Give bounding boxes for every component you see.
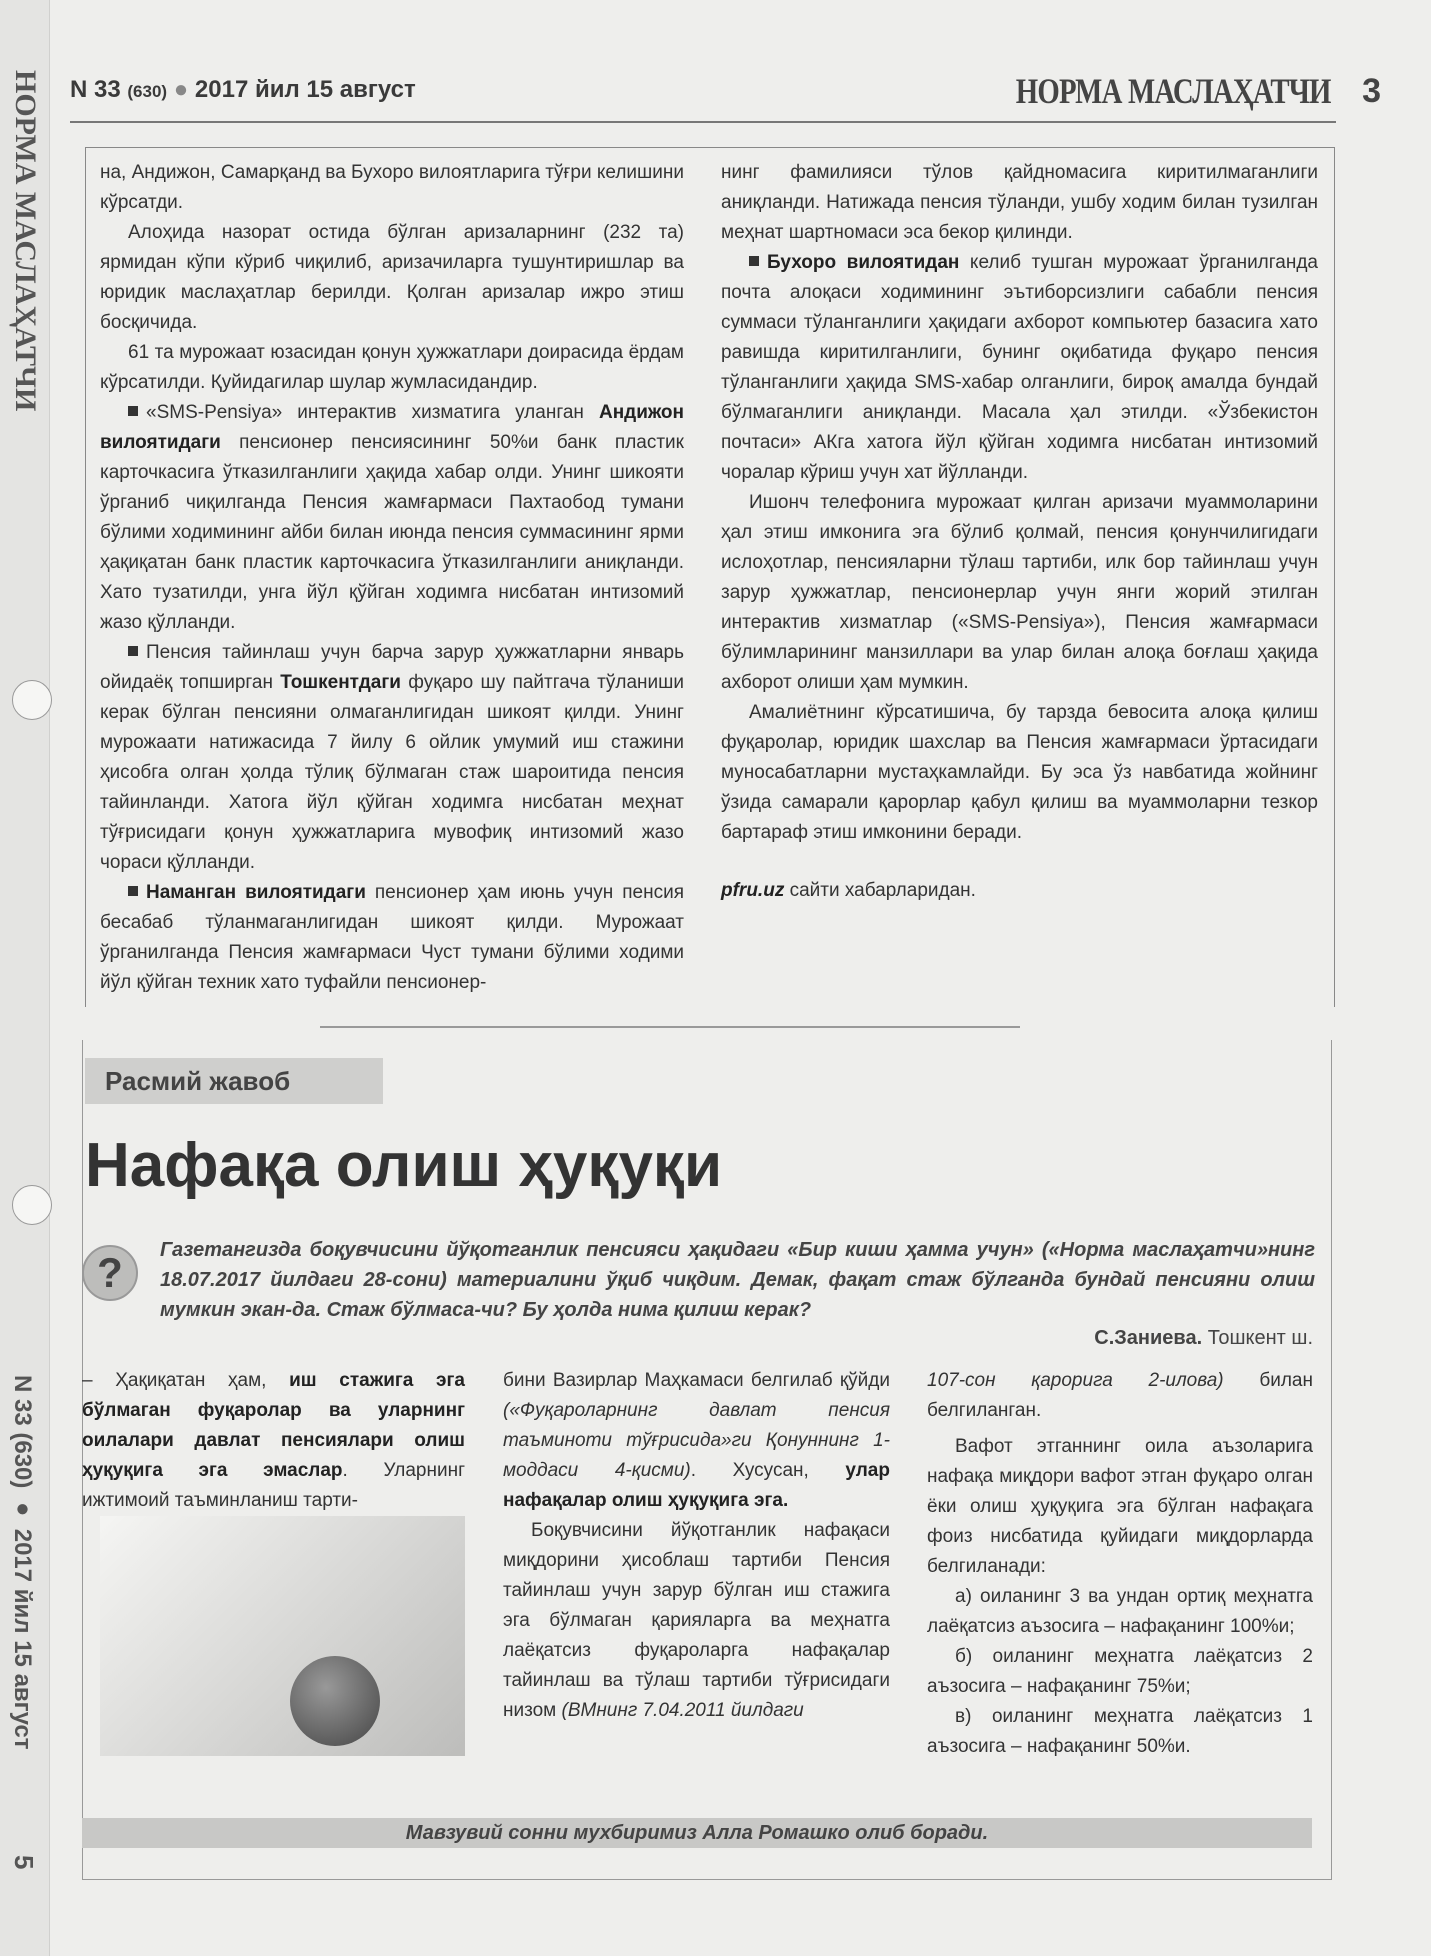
text: – Ҳақиқатан ҳам, <box>82 1370 290 1391</box>
page-number: 3 <box>1362 72 1381 110</box>
paragraph <box>503 1516 890 1726</box>
section-divider <box>320 1026 1020 1028</box>
footer-banner: Мавзувий сонни мухбиримиз Алла Ромашко олиб боради. <box>82 1818 1312 1848</box>
region-name: Бухоро вилоятидан <box>767 252 960 273</box>
text: . Уларнинг ижтимоий таъминланиш тарти- <box>82 1460 466 1511</box>
text: Боқувчисини йўқотганлик нафақаси миқдорини ҳисоблаш тартиби Пенсия тайинлаш учун зарур бўлган иш стажига эга бўлмаган қарияларга ва меҳнатга лаёқатсиз фуқароларга нафақалар тайинлаш ва тўлаш тартиби тўғрисидаги низом <box>503 1520 890 1721</box>
text: келиб тушган мурожаат ўрганилганда почта алоқаси ходимининг эътиборсизлиги сабабли пенсия суммаси тўланганлиги ҳақидаги ахборот компьютер базасига хато равишда киритилганлиги, бунинг оқибатида фуқаро пенсия тўланганлиги ҳақида SMS-хабар олганлиги, бироқ амалда бундай бўлмаганлиги аниқланди. Масала ҳал этилди. «Ўзбекистон почтаси» АКга хатога йўл қўйган ходимга нисбатан интизомий чоралар кўриш учун хат йўлланди. <box>721 252 1318 483</box>
source-site: pfru.uz <box>721 880 785 901</box>
side-issue: N 33 (630) ● 2017 йил 15 август <box>9 1375 36 1750</box>
answer-column-2 <box>503 1366 890 1726</box>
paragraph <box>82 1366 465 1516</box>
paragraph <box>503 1366 890 1516</box>
text: Пенсия тайинлаш учун барча зарур ҳужжатларни январь ойидаёқ топширган <box>100 642 684 693</box>
text-bold: улар нафақалар олиш ҳуқуқига эга. <box>503 1460 890 1511</box>
bullet-icon <box>128 406 138 416</box>
list-item: а) оиланинг 3 ва ундан ортиқ меҳнатга лаёқатсиз аъзосига – нафақанинг 100%и; <box>927 1586 1313 1637</box>
text: бини Вазирлар Маҳкамаси белгилаб қўйди <box>503 1370 890 1391</box>
text: фуқаро шу пайтгача тўланиши керак бўлган пенсияни олмаганлигидан шикоят қилди. Унинг мурожаати натижасида 7 йилу 6 ойлик умумий иш стажини ҳисобга олган ҳолда тўлиқ бўлмаган стаж шароитида пенсия тайинланди. Хатога йўл қўйган ходимга нисбатан меҳнат тўғрисидаги қонун ҳужжатларига мувофиқ интизомий жазо чораси қўлланди. <box>100 672 684 873</box>
issue-date: 2017 йил 15 август <box>194 76 416 103</box>
answer-column-1 <box>82 1366 465 1516</box>
text-italic: (ВМнинг 7.04.2011 йилдаги <box>561 1700 804 1721</box>
stamp-image <box>290 1656 380 1746</box>
stamp-photo <box>100 1516 465 1756</box>
bullet-icon <box>128 646 138 656</box>
text: сайти хабарларидан. <box>784 880 976 901</box>
paragraph: Вафот этганнинг оила аъзоларига нафақа миқдори вафот этган фуқаро олган ёки олиш ҳуқуқига эга бўлган нафақага фоиз нисбатида қуйидаги миқдорларда белгиланади: <box>927 1436 1313 1577</box>
paragraph: нинг фамилияси тўлов қайдномасига киритилмаганлиги аниқланди. Натижада пенсия тўланди, ушбу ходим билан тузилган меҳнат шартномаси эса бекор қилинди. <box>721 162 1318 243</box>
paragraph <box>100 878 684 998</box>
side-paper-title: НОРМА МАСЛАҲАТЧИ <box>9 70 42 412</box>
list-item: в) оиланинг меҳнатга лаёқатсиз 1 аъзосига – нафақанинг 50%и. <box>927 1706 1313 1757</box>
paragraph: 61 та мурожаат юзасидан қонун ҳужжатлари доирасида ёрдам кўрсатилди. Қуйидагилар шулар жумласидандир. <box>100 342 684 393</box>
paragraph <box>100 398 684 638</box>
article-title: Нафақа олиш ҳуқуқи <box>85 1131 723 1200</box>
bullet-icon <box>128 886 138 896</box>
region-name: Андижон вилоятидаги <box>100 402 684 453</box>
paragraph: Амалиётнинг кўрсатишича, бу тарзда бевосита алоқа қилиш фуқаролар, юридик шахслар ва Пенсия жамғармаси ўртасидаги муносабатларни мустаҳкамлайди. Бу эса ўз навбатида жойнинг ўзида самарали қарорлар қабул қилиш ва муаммоларни тезкор бартараф этиш имконини беради. <box>721 702 1318 843</box>
text-italic: («Фуқароларнинг давлат пенсия таъминоти тўғрисида»ги Қонуннинг 1-моддаси 4-қисми) <box>503 1400 890 1481</box>
bullet-icon <box>749 256 759 266</box>
question-author <box>1094 1327 1313 1350</box>
text-italic: 107-сон қарорига 2-илова) <box>927 1370 1224 1391</box>
region-name: Наманган вилоятидаги <box>146 882 366 903</box>
paragraph <box>927 1366 1313 1426</box>
answer-column-3 <box>927 1366 1313 1762</box>
article-column-2 <box>721 158 1318 906</box>
binding-strip <box>0 0 50 1956</box>
header-rule <box>70 121 1336 123</box>
paragraph <box>721 248 1318 488</box>
punch-hole <box>12 1185 52 1225</box>
text-bold: иш стажига эга бўлмаган фуқаролар ва уларнинг оилалари давлат пенсиялари олиш ҳуқуқига эга эмаслар <box>82 1370 465 1481</box>
rubric-label: Расмий жавоб <box>85 1058 383 1104</box>
paragraph: на, Андижон, Самарқанд ва Бухоро вилоятларига тўғри келишини кўрсатди. <box>100 162 684 213</box>
text: пенсионер пенсиясининг 50%и банк пластик карточкасига ўтказилганлиги ҳақида хабар олди. Унинг шикояти ўрганиб чиқилганда Пенсия жамғармаси Пахтаобод тумани бўлими ходимининг айби билан июнда пенсия суммасининг ярми ҳақиқатан банк пластик карточкасига ўтказилганлиги аниқланди. Хато тузатилди, унга йўл қўйган ходимга нисбатан интизомий жазо қўлланди. <box>100 432 684 633</box>
side-page-number: 5 <box>9 1855 39 1870</box>
bullet-icon: ● <box>173 76 189 103</box>
region-name: Тошкентдаги <box>280 672 401 693</box>
article-column-1 <box>100 158 684 998</box>
punch-hole <box>12 680 52 720</box>
list-item: б) оиланинг меҳнатга лаёқатсиз 2 аъзосига – нафақанинг 75%и; <box>927 1646 1313 1697</box>
author-name: С.Заниева. <box>1094 1327 1203 1349</box>
paragraph <box>100 638 684 878</box>
text: билан белгиланган. <box>927 1370 1313 1421</box>
text: «SMS-Pensiya» интерактив хизматига уланган <box>146 402 599 423</box>
issue-number: N 33 <box>70 76 121 103</box>
text: пенсионер ҳам июнь учун пенсия бесабаб тўланмаганлигидан шикоят қилди. Мурожаат ўрганилганда Пенсия жамғармаси Чуст тумани бўлими ходими йўл қўйган техник хато туфайли пенсионер- <box>100 882 684 993</box>
source <box>721 876 1318 906</box>
paragraph: Ишонч телефонига мурожаат қилган аризачи муаммоларини ҳал этиш имконига эга бўлиб қолмай, пенсия қонунчилигидаги ислоҳотлар, пенсияларни тўлаш тартиби, илк бор тайинлаш учун зарур ҳужжатлар, пенсионерлар учун янги жорий этилган интерактив хизматлар («SMS-Pensiya»), Пенсия жамғармаси бўлимларининг манзиллари ва улар билан алоқа боғлаш ҳақида ахборот олиши ҳам мумкин. <box>721 492 1318 693</box>
paragraph: Алоҳида назорат остида бўлган аризаларнинг (232 та) ярмидан кўпи кўриб чиқилиб, аризачиларга тушунтиришлар ва юридик маслаҳатлар берилди. Қолган аризалар ижро этиш босқичида. <box>100 222 684 333</box>
question-mark-icon: ? <box>82 1245 138 1301</box>
paper-title: НОРМА МАСЛАҲАТЧИ <box>1016 71 1331 111</box>
issue-total: (630) <box>127 82 168 101</box>
issue-info <box>70 76 416 104</box>
reader-question: Газетангизда боқувчисини йўқотганлик пенсияси ҳақидаги «Бир киши ҳамма учун» («Норма маслаҳатчи»нинг 18.07.2017 йилдаги 28-сони) материалини ўқиб чиқдим. Демак, фақат стаж бўлганда бундай пенсияни олиш мумкин экан-да. Стаж бўлмаса-чи? Бу ҳолда нима қилиш керак? <box>160 1239 1315 1321</box>
text: . Хусусан, <box>690 1460 846 1481</box>
author-city: Тошкент ш. <box>1202 1327 1313 1349</box>
